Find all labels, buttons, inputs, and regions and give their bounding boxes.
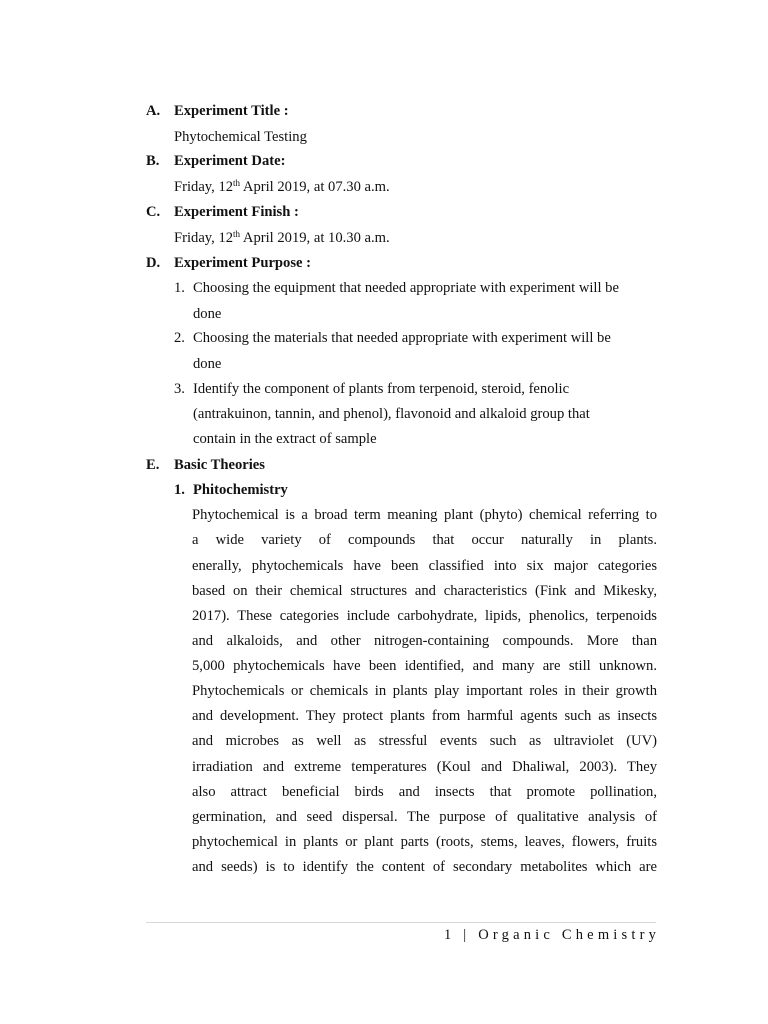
section-a-letter: A.	[146, 103, 161, 119]
purpose-item-3-line-1: Identify the component of plants from terpenoid, steroid, fenolic	[193, 381, 570, 397]
paragraph-line: based on their chemical structures and characteristics (Fink and Mikesky,	[192, 583, 657, 599]
paragraph-line: 2017). These categories include carbohydrate, lipids, phenolics, terpenoids	[192, 608, 657, 624]
paragraph-line: and development. They protect plants from harmful agents such as insects	[192, 708, 657, 724]
purpose-item-1-line-1: Choosing the equipment that needed appropriate with experiment will be	[193, 280, 619, 296]
section-b-letter: B.	[146, 153, 160, 169]
section-a-title: Experiment Title :	[174, 103, 289, 119]
paragraph-line: phytochemical in plants or plant parts (roots, stems, leaves, flowers, fruits	[192, 834, 657, 850]
paragraph-line: enerally, phytochemicals have been classified into six major categories	[192, 558, 657, 574]
section-c-letter: C.	[146, 204, 161, 220]
section-c-title: Experiment Finish :	[174, 204, 299, 220]
paragraph-line: 5,000 phytochemicals have been identified, and many are still unknown.	[192, 658, 657, 674]
subsection-title: Phitochemistry	[193, 482, 288, 498]
page-footer: 1 | Organic Chemistry	[444, 927, 661, 943]
section-d-letter: D.	[146, 255, 161, 271]
paragraph-line: and alkaloids, and other nitrogen-containing compounds. More than	[192, 633, 657, 649]
subsection-num: 1.	[174, 482, 185, 498]
paragraph-line: and microbes as well as stressful events such as ultraviolet (UV)	[192, 733, 657, 749]
purpose-item-3-line-2: (antrakuinon, tannin, and phenol), flavonoid and alkaloid group that	[193, 406, 590, 422]
purpose-item-1-line-2: done	[193, 306, 222, 322]
purpose-item-2-line-1: Choosing the materials that needed appropriate with experiment will be	[193, 330, 611, 346]
section-e-title: Basic Theories	[174, 457, 265, 473]
paragraph-line: germination, and seed dispersal. The purpose of qualitative analysis of	[192, 809, 657, 825]
footer-divider	[146, 922, 656, 923]
purpose-item-2-line-2: done	[193, 356, 222, 372]
purpose-item-3-line-3: contain in the extract of sample	[193, 431, 377, 447]
paragraph-line: irradiation and extreme temperatures (Koul and Dhaliwal, 2003). They	[192, 759, 657, 775]
section-b-title: Experiment Date:	[174, 153, 286, 169]
paragraph-line: a wide variety of compounds that occur naturally in plants.	[192, 532, 657, 548]
paragraph-line: Phytochemical is a broad term meaning plant (phyto) chemical referring to	[192, 507, 657, 523]
section-a-value: Phytochemical Testing	[174, 129, 307, 145]
paragraph-line: Phytochemicals or chemicals in plants play important roles in their growth	[192, 683, 657, 699]
purpose-item-3-num: 3.	[174, 381, 185, 397]
section-e-letter: E.	[146, 457, 160, 473]
paragraph-line: also attract beneficial birds and insects that promote pollination,	[192, 784, 657, 800]
section-b-value: Friday, 12th April 2019, at 07.30 a.m.	[174, 178, 390, 195]
purpose-item-2-num: 2.	[174, 330, 185, 346]
purpose-item-1-num: 1.	[174, 280, 185, 296]
section-c-value: Friday, 12th April 2019, at 10.30 a.m.	[174, 229, 390, 246]
section-d-title: Experiment Purpose :	[174, 255, 312, 271]
paragraph-line: and seeds) is to identify the content of secondary metabolites which are	[192, 859, 657, 875]
